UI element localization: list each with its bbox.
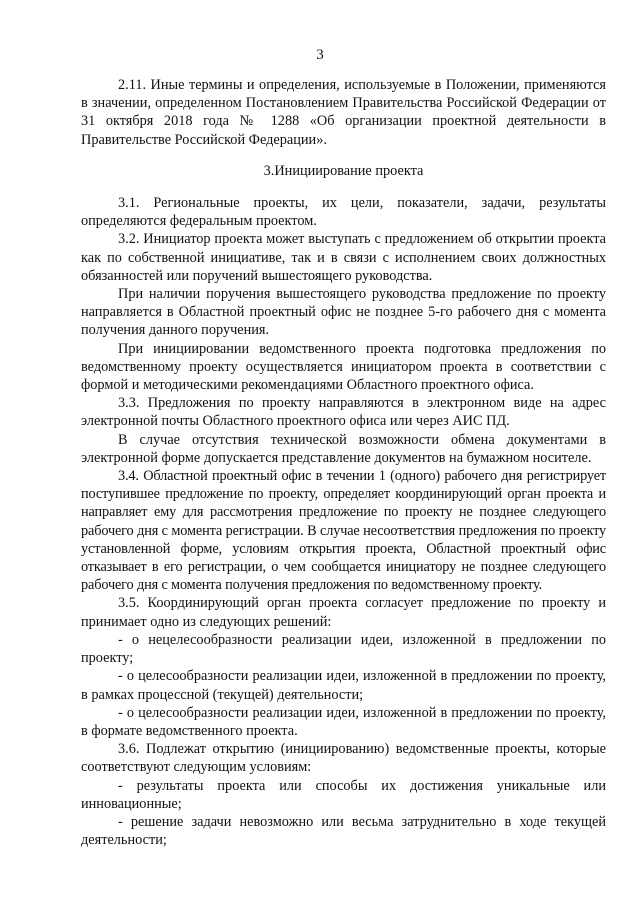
page-number: 3 <box>316 47 324 63</box>
list-item-not-advisable: - о нецелесообразности реализации идеи, изложенной в предложении по проекту; <box>81 631 606 667</box>
paragraph-3-5: 3.5. Координирующий орган проекта согласует предложение по проекту и принимает одно из следующих решений: <box>81 595 606 630</box>
paragraph-3-2: 3.2. Инициатор проекта может выступать с предложением об открытии проекта как по собственной инициативе, так и в связи с исполнением своих должностных обязанностей или поручений вышестоящего руководства. <box>81 231 606 284</box>
list-item-current-activity: - решение задачи невозможно или весьма затруднительно в ходе текущей деятельности; <box>81 813 606 849</box>
paragraph-3-6: 3.6. Подлежат открытию (инициированию) ведомственные проекты, которые соответствуют следующим условиям: <box>81 741 606 776</box>
list-item-process-activity: - о целесообразности реализации идеи, изложенной в предложении по проекту, в рамках процессной (текущей) деятельности; <box>81 668 606 703</box>
paragraph-instruction-deadline: При наличии поручения вышестоящего руководства предложение по проекту направляется в Областной проектный офис не позднее 5-го рабочего дня с момента получения данного поручения. <box>81 286 606 339</box>
paragraph-2-11: 2.11. Иные термины и определения, используемые в Положении, применяются в значении, определенном Постановлением Правительства Российской Федерации от 31 октября 2018 года № 1288 «Об организации проектной деятельности в Правительстве Российской Федерации». <box>81 77 606 148</box>
paragraph-3-1: 3.1. Региональные проекты, их цели, показатели, задачи, результаты определяются федеральным проектом. <box>81 195 606 230</box>
list-item-departmental-project: - о целесообразности реализации идеи, изложенной в предложении по проекту, в формате ведомственного проекта. <box>81 704 606 739</box>
list-item-unique-results: - результаты проекта или способы их достижения уникальные или инновационные; <box>81 777 606 812</box>
paragraph-departmental-initiation: При инициировании ведомственного проекта подготовка предложения по ведомственному проекту осуществляется инициатором проекта в соответствии с формой и методическими рекомендациями Областного проектного офиса. <box>81 340 606 394</box>
paragraph-paper-documents: В случае отсутствия технической возможности обмена документами в электронной форме допускается представление документов на бумажном носителе. <box>81 431 606 466</box>
paragraph-3-3: 3.3. Предложения по проекту направляются в электронном виде на адрес электронной почты Областного проектного офиса или через АИС ПД. <box>81 395 606 430</box>
paragraph-3-4: 3.4. Областной проектный офис в течении 1 (одного) рабочего дня регистрирует поступившее предложение по проекту, определяет координирующий орган проекта и направляет ему для рассмотрения предложение по проекту не позднее следующего рабочего дня с момента регистрации. В случае несоответствия предложения по проекту установленной форме, условиям открытия проекта, Областной проектный офис отказывает в его регистрации, о чем сообщается инициатору не позднее следующего рабочего дня с момента получения предложения по ведомственному проекту. <box>81 468 606 594</box>
document-body <box>81 76 606 849</box>
section-heading: 3.Инициирование проекта <box>263 162 424 179</box>
